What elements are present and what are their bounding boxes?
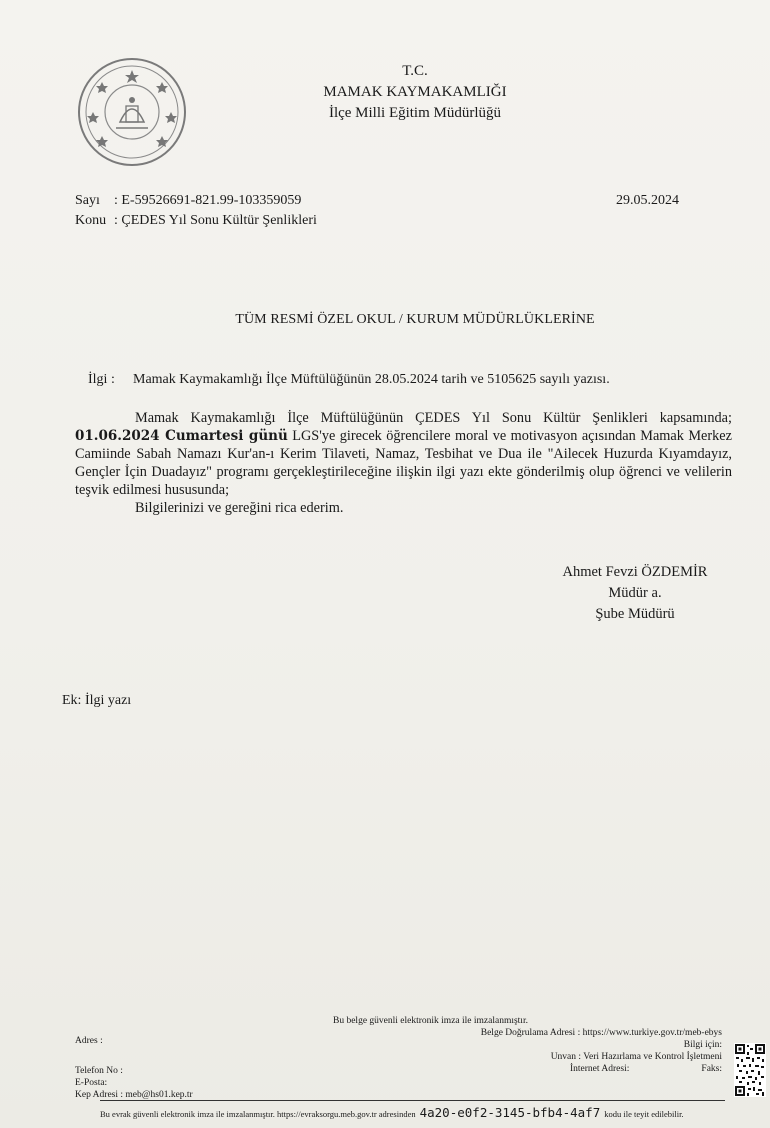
verification-line <box>100 1104 684 1122</box>
ilgi-label: İlgi : <box>88 372 115 387</box>
secure-signature-note: Bu belge güvenli elektronik imza ile imzalanmıştır. <box>333 1016 528 1026</box>
sayi-value: : E-59526691-821.99-103359059 <box>114 193 302 208</box>
info-label: Bilgi için: <box>683 1040 722 1050</box>
signer-title1: Müdür a. <box>608 585 662 601</box>
faks-label: Faks: <box>701 1064 722 1074</box>
body-part1: Mamak Kaymakamlığı İlçe Müftülüğünün ÇEDES Yıl Sonu Kültür Şenlikleri kapsamında; <box>135 410 732 426</box>
verify-suffix: kodu ile teyit edilebilir. <box>604 1109 684 1119</box>
body-part2: LGS'ye girecek öğrencilere moral ve motivasyon açısından Mamak Merkez Camiinde Sabah Namazı Kur'an-ı Kerim Tilaveti, Namaz, Tesbihat ve Dua ile "Ailecek Huzurda Kıyamdayız, Gençler İçin Duadayız" programı gerçekleştirileceğine ilişkin ilgi yazı ekte gönderilmiş olup öğrenci ve velilerin teşvik edilmesi hususunda; <box>75 428 732 498</box>
body-closing: Bilgilerinizi ve gereğini rica ederim. <box>135 500 344 516</box>
header-institution: MAMAK KAYMAKAMLIĞI <box>323 84 507 100</box>
letter-body <box>75 409 732 517</box>
header-tc: T.C. <box>402 63 428 79</box>
sayi-label: Sayı <box>75 193 100 208</box>
attachment-note: Ek: İlgi yazı <box>62 693 132 708</box>
verification-code: 4a20-e0f2-3145-bfb4-4af7 <box>419 1105 601 1120</box>
qr-code-icon <box>734 1043 766 1097</box>
ilgi-text: Mamak Kaymakamlığı İlçe Müftülüğünün 28.05.2024 tarih ve 5105625 sayılı yazısı. <box>133 372 610 387</box>
body-bold-date: 01.06.2024 Cumartesi günü <box>75 428 288 444</box>
unvan-line: Unvan : Veri Hazırlama ve Kontrol İşletmeni <box>550 1052 722 1062</box>
internet-label: İnternet Adresi: <box>570 1064 630 1074</box>
konu-label: Konu <box>75 213 107 228</box>
signer-title2: Şube Müdürü <box>595 606 675 622</box>
kep-address: Kep Adresi : meb@hs01.kep.tr <box>75 1090 193 1100</box>
verify-address: Belge Doğrulama Adresi : https://www.turkiye.gov.tr/meb-ebys <box>480 1028 722 1038</box>
document-date: 29.05.2024 <box>616 193 679 208</box>
recipient-heading: TÜM RESMİ ÖZEL OKUL / KURUM MÜDÜRLÜKLERİNE <box>235 312 595 327</box>
konu-value: : ÇEDES Yıl Sonu Kültür Şenlikleri <box>114 213 317 228</box>
signer-name: Ahmet Fevzi ÖZDEMİR <box>562 564 708 580</box>
eposta-label: E-Posta: <box>75 1078 108 1088</box>
footer-divider <box>100 1100 725 1101</box>
body-paragraph <box>75 409 732 499</box>
verify-prefix: Bu evrak güvenli elektronik imza ile imzalanmıştır. https://evraksorgu.meb.gov.tr adresinden <box>100 1109 416 1119</box>
header-department: İlçe Milli Eğitim Müdürlüğü <box>328 105 502 121</box>
adres-label: Adres : <box>75 1036 103 1046</box>
telefon-label: Telefon No : <box>75 1066 123 1076</box>
